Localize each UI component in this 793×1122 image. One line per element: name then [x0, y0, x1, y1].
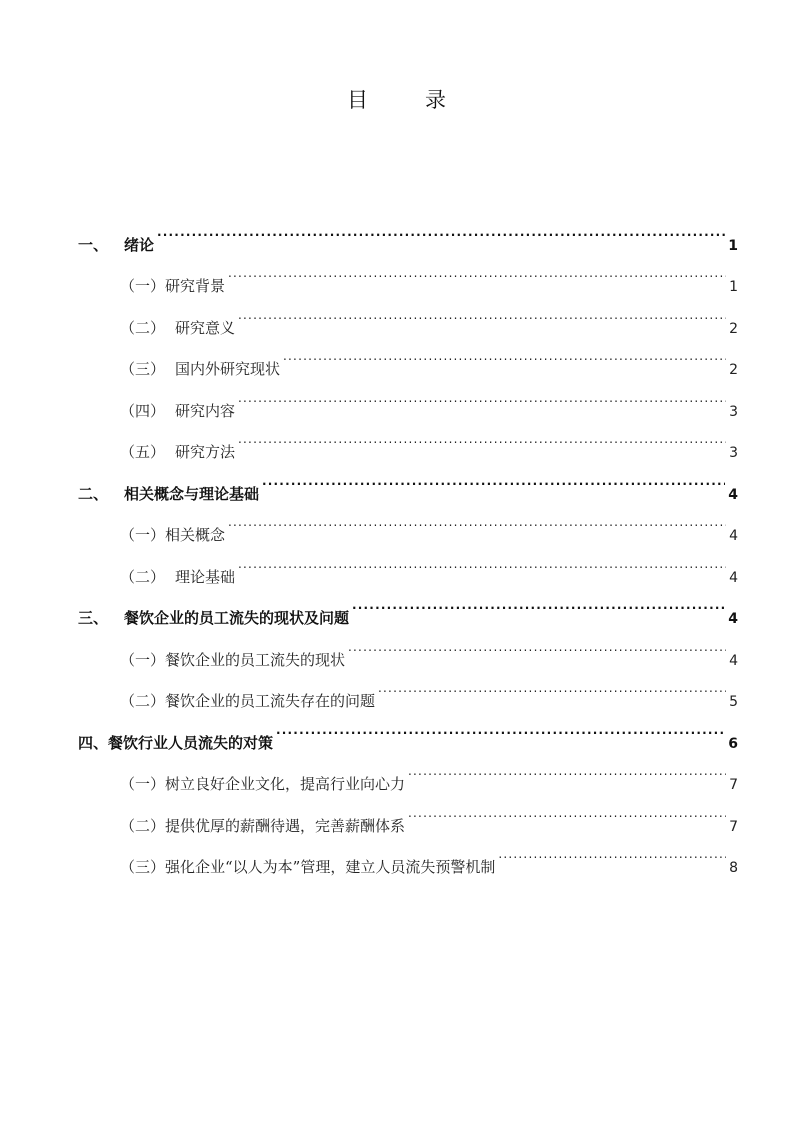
- toc-entry-number: 四、: [78, 733, 109, 752]
- toc-entry-chapter-1[interactable]: [78, 208, 738, 254]
- dot-leader: [408, 748, 726, 790]
- toc-entry-text: 树立良好企业文化，提高行业向心力: [165, 775, 406, 793]
- dot-leader: [348, 623, 726, 665]
- toc-entry-page: 4: [728, 611, 738, 627]
- toc-entry-page: 7: [729, 777, 738, 793]
- toc-entry-number: （二）: [120, 816, 166, 835]
- toc-entry-text: 国内外研究现状: [175, 360, 281, 378]
- toc-entry-number: （一）: [120, 650, 166, 669]
- toc-entry-text: 相关概念: [165, 526, 226, 544]
- toc-entry-text: 提供优厚的薪酬待遇，完善薪酬体系: [165, 816, 406, 835]
- dot-leader: [238, 291, 726, 333]
- toc-entry-page: 3: [729, 403, 738, 420]
- toc-entry-page: 6: [728, 735, 738, 752]
- dot-leader: [228, 499, 726, 541]
- toc-entry-text: 研究意义: [175, 318, 236, 337]
- toc-entry-page: 4: [728, 486, 738, 503]
- toc-entry-text: 相关概念与理论基础: [124, 484, 260, 503]
- toc-entry-page: 7: [729, 818, 738, 835]
- toc-entry-number: （四）: [120, 401, 166, 420]
- toc-entry-number: 三、: [78, 609, 109, 627]
- toc-entry-text: 研究背景: [165, 277, 226, 295]
- toc-entry-number: （三）: [120, 360, 166, 378]
- toc-title: 目 录: [347, 88, 464, 112]
- toc-entry-text: 餐饮企业的员工流失的现状: [165, 650, 346, 669]
- dot-leader: [498, 831, 726, 873]
- toc-entry-number: （一）: [120, 526, 166, 544]
- dot-leader: [352, 582, 725, 624]
- toc-entry-text: 研究方法: [175, 443, 236, 461]
- dot-leader: [276, 706, 725, 748]
- dot-leader: [238, 374, 726, 416]
- toc-entry-page: 2: [729, 362, 738, 378]
- toc-entry-number: （二）: [120, 318, 166, 337]
- toc-entry-number: （二）: [120, 567, 166, 586]
- toc-entry-page: 3: [729, 445, 738, 461]
- toc-entry-number: （五）: [120, 443, 166, 461]
- toc-entry-page: 1: [729, 279, 738, 295]
- toc-entry-number: 一、: [78, 235, 109, 254]
- toc-entry-number: （一）: [120, 277, 166, 295]
- toc-entry-text: 强化企业“以人为本”管理，建立人员流失预警机制: [165, 858, 496, 876]
- dot-leader: [157, 208, 725, 250]
- toc-entry-page: 1: [728, 237, 738, 254]
- toc-entry-page: 8: [729, 860, 738, 876]
- table-of-contents: [78, 208, 738, 876]
- toc-entry-page: 4: [729, 528, 738, 544]
- toc-entry-number: （一）: [120, 775, 166, 793]
- toc-entry-page: 4: [729, 652, 738, 669]
- dot-leader: [238, 540, 726, 582]
- toc-entry-1-1[interactable]: [78, 250, 738, 295]
- toc-entry-text: 理论基础: [175, 567, 236, 586]
- dot-leader: [262, 457, 725, 499]
- toc-entry-page: 5: [729, 694, 738, 710]
- dot-leader: [408, 789, 726, 831]
- toc-entry-text: 研究内容: [175, 401, 236, 420]
- toc-entry-text: 餐饮企业的员工流失的现状及问题: [124, 609, 350, 627]
- dot-leader: [238, 416, 726, 458]
- toc-entry-page: 2: [729, 320, 738, 337]
- toc-entry-number: 二、: [78, 484, 109, 503]
- dot-leader: [228, 250, 726, 292]
- dot-leader: [378, 665, 726, 707]
- dot-leader: [283, 333, 726, 375]
- toc-entry-number: （二）: [120, 692, 166, 710]
- toc-entry-text: 餐饮企业的员工流失存在的问题: [165, 692, 376, 710]
- toc-entry-text: 餐饮行业人员流失的对策: [108, 733, 274, 752]
- toc-entry-page: 4: [729, 569, 738, 586]
- toc-entry-text: 绪论: [124, 235, 155, 254]
- toc-entry-number: （三）: [120, 858, 166, 876]
